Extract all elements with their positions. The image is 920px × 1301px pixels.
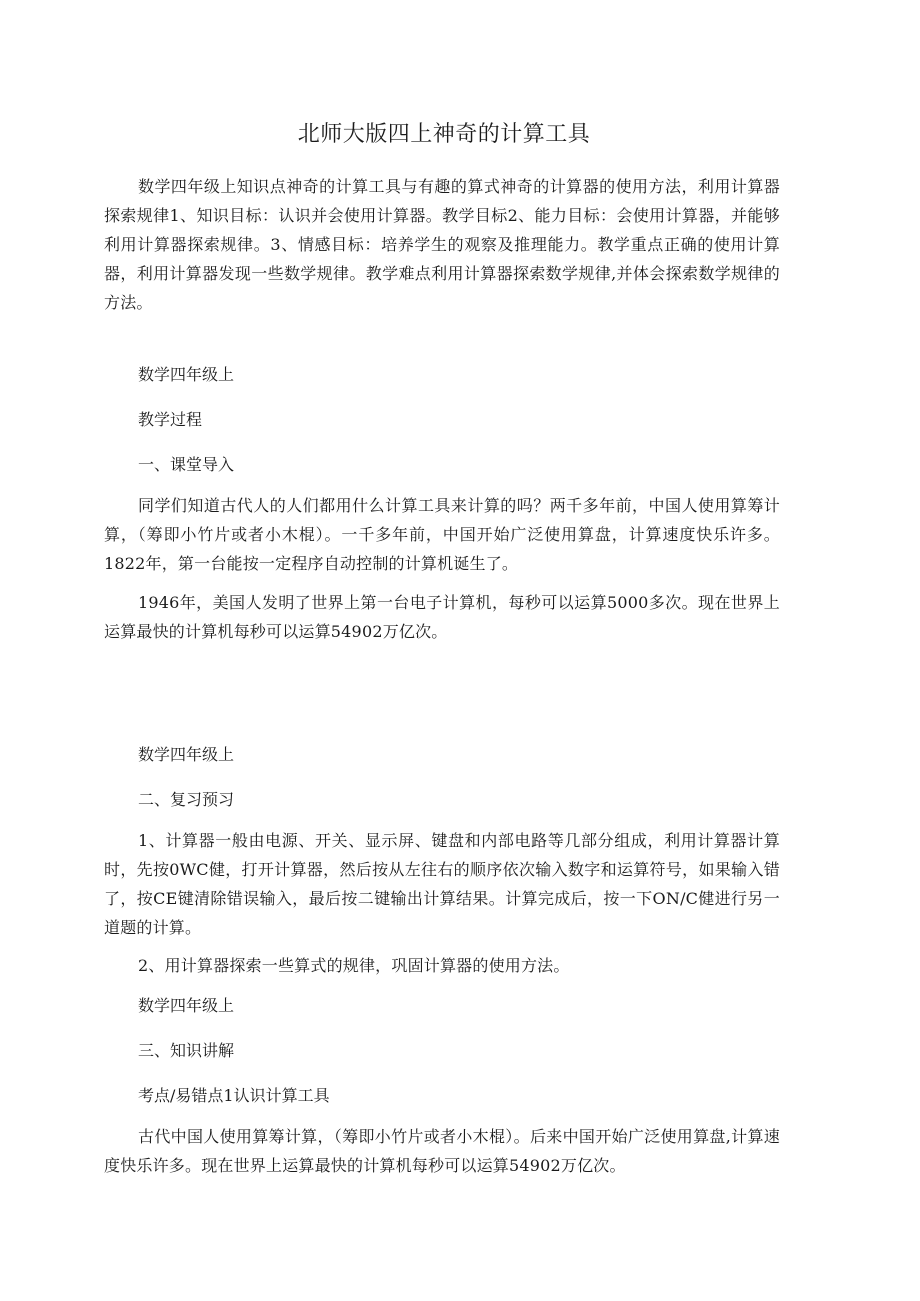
section1-paragraph-2: 1946年，美国人发明了世界上第一台电子计算机，每秒可以运算5000多次。现在世界上运算最快的计算机每秒可以运算54902万亿次。 <box>104 593 780 641</box>
grade-label: 数学四年级上 <box>138 996 235 1015</box>
section-heading: 三、知识讲解 <box>138 1041 235 1060</box>
grade-label: 数学四年级上 <box>138 365 235 384</box>
section-heading: 二、复习预习 <box>138 790 235 809</box>
section-heading: 一、课堂导入 <box>138 455 235 474</box>
section3-paragraph-1: 古代中国人使用算筹计算，（筹即小竹片或者小木棍）。后来中国开始广泛使用算盘,计算速度快乐许多。现在世界上运算最快的计算机每秒可以运算54902万亿次。 <box>104 1127 780 1175</box>
section2-paragraph-2: 2、用计算器探索一些算式的规律，巩固计算器的使用方法。 <box>138 956 570 975</box>
intro-paragraph: 数学四年级上知识点神奇的计算工具与有趣的算式神奇的计算器的使用方法，利用计算器探索规律1、知识目标：认识并会使用计算器。教学目标2、能力目标：会使用计算器，并能够利用计算器探索规律。3、情感目标：培养学生的观察及推理能力。教学重点正确的使用计算器，利用计算器发现一些数学规律。教学难点利用计算器探索数学规律,并体会探索数学规律的方法。 <box>104 177 780 312</box>
grade-label: 数学四年级上 <box>138 745 235 764</box>
process-heading: 教学过程 <box>138 410 203 429</box>
section2-paragraph-1: 1、计算器一般由电源、开关、显示屏、键盘和内部电路等几部分组成，利用计算器计算时，先按0WC健，打开计算器，然后按从左往右的顺序依次输入数字和运算符号，如果输入错了，按CE键清除错误输入，最后按二键输出计算结果。计算完成后，按一下ON/C健进行另一道题的计算。 <box>104 831 780 937</box>
document-title: 北师大版四上神奇的计算工具 <box>297 122 591 147</box>
section1-paragraph-1: 同学们知道古代人的人们都用什么计算工具来计算的吗？两千多年前，中国人使用算筹计算，（筹即小竹片或者小木棍）。一千多年前，中国开始广泛使用算盘，计算速度快乐许多。1822年，第一台能按一定程序自动控制的计算机诞生了。 <box>104 496 780 573</box>
key-point-heading: 考点/易错点1认识计算工具 <box>138 1086 330 1105</box>
